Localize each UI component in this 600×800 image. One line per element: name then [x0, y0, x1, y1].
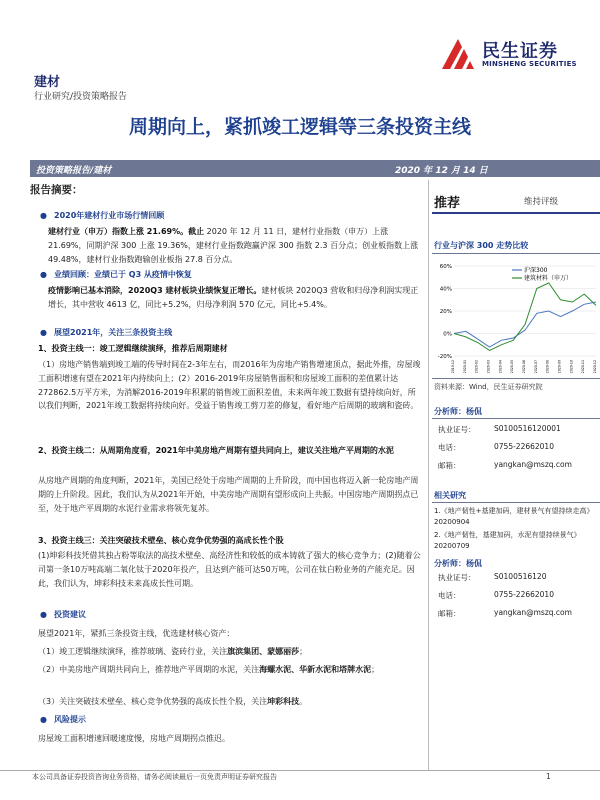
rating: 维持评级 [524, 197, 559, 207]
subsection-title: 2、投资主线二：从周期角度看，2021年中美房地产周期有望共同向上，建议关注地产平周期的水泥 [38, 446, 394, 455]
chart-source: 资料来源：Wind，民生证券研究院 [434, 383, 543, 391]
x-tick-label: 2020-01 [462, 360, 467, 374]
subsection-body: (1)坤彩科技凭借其独占粉等取法的高技术壁垒、高经济性和较低的成本铸就了强大的核心竞争力；(2)随着公司第一条10万吨高端二氧化钛于2020年投产，且达到产能可达50万吨，公司在钛白粉业务的产能充足。因此，我们认为，坤彩科技未来高成长性可期。 [38, 551, 421, 588]
header-band [30, 160, 600, 177]
x-tick-label: 2020-04 [498, 360, 503, 374]
subsection-body: 从房地产周期的角度判断，2021年，美国已经处于房地产周期的上升阶段，而中国也将迈入新一轮房地产周期的上升阶段。因此，我们认为从2021年开始，中美房地产周期有望形成向上共振。中国房地产周期拐点已至，处于地产平周期的水泥行业需求将领先复苏。 [38, 476, 419, 513]
x-tick-label: 2020-02 [474, 360, 479, 374]
section-body: 疫情影响已基本消除，2020Q3 建材板块业绩恢复正增长。建材板块 2020Q3 营收和归母净利润实现正增长，其中营收 4613 亿，同比+5.2%，归母净利润 570 亿元，同比+5.4%。 [48, 286, 419, 309]
bullet-icon: ● [40, 270, 47, 279]
analyst-email-row: 邮箱： yangkan@mszq.com [438, 460, 572, 470]
x-tick-label: 2020-06 [522, 360, 526, 374]
subsection-title: 1、投资主线一：竣工逻辑继续演绎，推荐后周期建材 [38, 344, 228, 353]
bullet-icon: ● [40, 328, 47, 337]
y-tick-label: 0% [443, 331, 452, 338]
risk-text: 房屋竣工面积增速回暖速度慢，房地产周期拐点推迟。 [38, 734, 230, 743]
analyst-id-row: 执业证号： S0100516120 [438, 572, 547, 582]
footer-disclaimer[interactable]: 本公司具备证券投资咨询业务资格，请务必阅读最后一页免责声明证券研究报告 [32, 773, 277, 781]
section-title: 展望2021年，关注三条投资主线 [54, 328, 173, 337]
x-tick-label: 2020-08 [545, 360, 550, 374]
related-item[interactable]: 1.《地产韧性+基建加码，建材景气有望持续走高》20200904 [434, 507, 594, 526]
industry-label: 建材 [34, 75, 61, 90]
analyst-phone-row: 电话： 0755-22662010 [438, 590, 554, 600]
band-category: 投资策略报告/建材 [36, 166, 112, 176]
analyst-heading: 分析师：杨侃 [434, 407, 482, 416]
chart-heading: 行业与沪深 300 走势比较 [434, 241, 529, 250]
y-tick-label: 60% [439, 264, 452, 270]
advice-item: （2）中美房地产周期共同向上，推荐地产平周期的水泥，关注海螺水泥、华新水泥和塔牌水泥； [38, 665, 380, 674]
analyst-email-row: 邮箱： yangkan@mszq.com [438, 608, 572, 618]
subsection-body: （1）房地产销售端到竣工端的传导时间在2-3年左右，而2016年为房地产销售增速顶点，据此外推，房屋竣工面积增速有望在2021年内持续向上；(2）2016-2019年房屋销售面积和房屋竣工面积的差值累计达272862.5万平方米，为消解2016-2019年积累的销售竣工面积差值，未来两年竣工数据有望持续向好，所以我们判断，2021年竣工数据将持续向好。受益于销售竣工剪刀差的修复，看好地产后周期的玻璃和瓷砖。 [38, 360, 421, 411]
x-tick-label: 2020-05 [510, 360, 515, 374]
related-item[interactable]: 2.《地产韧性，基建加码，水泥有望持续景气》20200709 [434, 531, 581, 550]
bullet-icon: ● [40, 715, 47, 724]
section-title: 投资建议 [54, 610, 86, 619]
rule-line [432, 212, 600, 214]
x-tick-label: 2020-10 [569, 360, 574, 374]
band-date: 2020 年 12 月 14 日 [395, 166, 488, 176]
related-heading: 相关研究 [434, 491, 466, 500]
page-number: 1 [546, 772, 551, 781]
section-title: 业绩回顾：业绩已于 Q3 从疫情中恢复 [54, 270, 192, 279]
bullet-icon: ● [40, 610, 47, 619]
logo-text-cn: 民生证券 [482, 41, 558, 62]
logo-icon [440, 35, 476, 71]
advice-item: （1）竣工逻辑继续演绎，推荐玻璃、瓷砖行业，关注旗滨集团、蒙娜丽莎； [38, 647, 308, 656]
trend-chart [432, 260, 600, 374]
x-tick-label: 2020-07 [533, 360, 538, 374]
recommendation: 推荐 [434, 196, 461, 211]
subsection-title: 3、投资主线三：关注突破技术壁垒、核心竞争优势强的高成长性个股 [38, 536, 284, 545]
logo-text-en: MINSHENG SECURITIES [482, 60, 577, 68]
bullet-icon: ● [40, 211, 47, 220]
rule-line [432, 253, 600, 254]
x-tick-label: 2020-09 [557, 360, 562, 374]
sidebar-column [432, 180, 600, 770]
rule-line [432, 378, 600, 379]
advice-intro: 展望2021年，紧抓三条投资主线，优选建材核心资产： [38, 629, 235, 638]
analyst-heading: 分析师：杨侃 [434, 559, 482, 568]
advice-item: （3）关注突破技术壁垒、核心竞争优势强的高成长性个股，关注坤彩科技。 [38, 697, 308, 706]
analyst-id-row: 执业证号： S0100516120001 [438, 424, 561, 434]
y-tick-label: 40% [439, 286, 452, 293]
x-tick-label: 2020-11 [581, 360, 586, 374]
legend-label: 建筑材料（申万） [524, 275, 573, 282]
section-title: 风险提示 [54, 715, 86, 724]
y-tick-label: 20% [439, 309, 452, 315]
section-title: 2020年建材行业市场行情回顾 [54, 211, 165, 220]
analyst-phone-row: 电话： 0755-22662010 [438, 442, 554, 452]
summary-heading: 报告摘要： [30, 184, 83, 196]
x-tick-label: 2019-12 [451, 360, 455, 374]
section-body: 建材行业（申万）指数上涨 21.69%。截止 2020 年 12 月 11 日，建材行业指数（申万）上涨 21.69%，同期沪深 300 上涨 19.36%，建材行业指数跑赢沪深 300 指数 2.3 百分点；创业板指数上涨 49.48%，建材行业指数跑输创业板指 27.8 百分点。 [48, 227, 419, 264]
report-title: 周期向上，紧抓竣工逻辑等三条投资主线 [128, 116, 471, 138]
summary-column [30, 180, 425, 770]
y-tick-label: -20% [437, 354, 452, 360]
footer-rule [0, 770, 600, 771]
x-tick-label: 2020-12 [593, 360, 597, 374]
legend-label: 沪深300 [524, 267, 548, 274]
rule-line [432, 502, 600, 503]
minsheng-logo [440, 35, 590, 75]
report-type: 行业研究/投资策略报告 [34, 92, 128, 102]
column-divider [428, 180, 429, 770]
rule-line [432, 418, 600, 419]
x-tick-label: 2020-03 [486, 360, 491, 374]
series-line [454, 283, 596, 351]
